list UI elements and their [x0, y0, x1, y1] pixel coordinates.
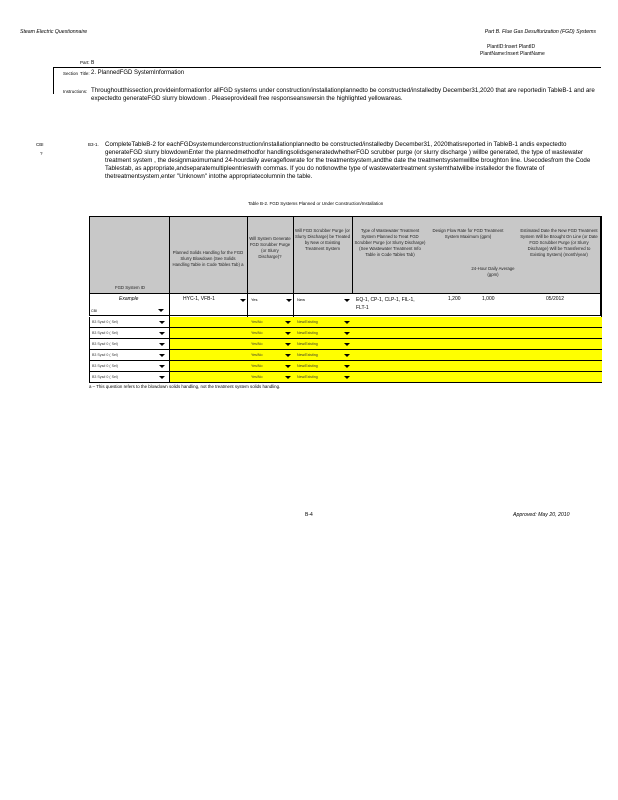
questionnaire-title: Steam Electric Questionnaire: [20, 29, 88, 35]
treatment-details-input[interactable]: [353, 361, 602, 371]
section-title: 2. PlannedFGD SystemInformation: [91, 70, 185, 76]
plant-id: [487, 44, 535, 50]
example-avg: 1,000: [482, 296, 495, 302]
chevron-down-icon[interactable]: [159, 354, 165, 357]
generate-purge-value: Yes/No: [251, 320, 263, 324]
treated-by-select[interactable]: [294, 328, 353, 338]
solids-handling-input[interactable]: [170, 361, 248, 371]
table-row: [89, 372, 601, 383]
col-header-date: Estimated Date the New FGD Treatment System Will be Brought On Line (or Date FGD Scrubber Purge (or Slurry Discharge) Will be Transferred to Existing System) (month/year): [520, 228, 598, 257]
col-header-avg-flow: 24-Hour Daily Average (gpm): [471, 266, 515, 277]
system-id-select[interactable]: [90, 328, 170, 337]
chevron-down-icon[interactable]: [344, 354, 350, 357]
system-id-select[interactable]: [90, 339, 170, 348]
treatment-details-input[interactable]: [353, 339, 602, 349]
chevron-down-icon[interactable]: [344, 299, 350, 302]
chevron-down-icon[interactable]: [285, 376, 291, 379]
generate-purge-select[interactable]: [248, 372, 294, 382]
solids-handling-input[interactable]: [170, 372, 248, 382]
generate-purge-select[interactable]: [248, 317, 294, 327]
chevron-down-icon[interactable]: [159, 332, 165, 335]
system-id-value: B3 Sys# 0 ( Sel): [92, 375, 118, 379]
chevron-down-icon[interactable]: [285, 365, 291, 368]
generate-purge-value: Yes/No: [251, 375, 263, 379]
table-row: [89, 317, 601, 328]
col-sep: [352, 216, 353, 294]
example-type: EQ-1, CP-1, CLP-1, FIL-1, FLT-1: [356, 297, 415, 311]
generate-purge-value: Yes/No: [251, 331, 263, 335]
generate-purge-select[interactable]: [248, 328, 294, 338]
system-id-select[interactable]: [90, 350, 170, 359]
chevron-down-icon[interactable]: [159, 321, 165, 324]
chevron-down-icon[interactable]: [159, 365, 165, 368]
page-number: B-4: [305, 512, 313, 518]
solids-handling-input[interactable]: [170, 328, 248, 338]
question-text: CompleteTableB-2 for eachFGDsystemunderconstruction/installationplannedto be constructed/installedby December31, 2020thatisreported in TableB-1 andis expectedto generateFGD slurry blowdownEnter the plannedmethodfor handlingsolidsgeneratedwhetherFGD scrubber purge (or slurry discharge ) willbe generated, the type of wastewater treatment system , the designmaximumand 24-hourdaily averageflowrate for the treatmentsystem,andthe date the treatmentsystemwillbe broughton line. Usecodesfrom the Code Tablestab, as appropriate,andseparatemultipleentrieswith commas. If you do notknowthe type of wastewatertreatment systemthatwillbe installedor the flowrate of thetreatmentsystem,enter "Unknown" intothe appropriatecolumnin the table.: [105, 141, 591, 180]
system-id-value: B3 Sys# 0 ( Sel): [92, 331, 118, 335]
generate-purge-select[interactable]: [248, 350, 294, 360]
table-row: [89, 328, 601, 339]
plant-id-label: PlantID:: [487, 44, 505, 50]
chevron-down-icon[interactable]: [285, 343, 291, 346]
solids-handling-input[interactable]: [170, 317, 248, 327]
treated-by-select[interactable]: [294, 317, 353, 327]
treatment-details-input[interactable]: [353, 317, 602, 327]
example-solids: HYC-1, VFB-1: [183, 296, 215, 302]
chevron-down-icon[interactable]: [344, 376, 350, 379]
table-caption: Table B-2. FGD Systems Planned or Under Construction/Installation: [248, 201, 384, 206]
table-row: [89, 350, 601, 361]
part-value: B: [91, 60, 95, 66]
system-id-select[interactable]: [90, 317, 170, 326]
solids-handling-input[interactable]: [170, 350, 248, 360]
part-title: Part B. Flue Gas Desulfurization (FGD) Systems: [484, 29, 596, 35]
example-generate: Yes: [251, 297, 258, 302]
treated-by-select[interactable]: [294, 361, 353, 371]
example-label: Example: [119, 296, 139, 302]
cbi-label: CBI: [36, 142, 44, 147]
chevron-down-icon[interactable]: [159, 343, 165, 346]
col-header-max-flow: Design Flow Rate for FGD Treatment System Maximum (gpm): [432, 228, 504, 239]
treated-by-value: New/Existing: [297, 375, 318, 379]
treated-by-value: New/Existing: [297, 353, 318, 357]
chevron-down-icon[interactable]: [285, 332, 291, 335]
chevron-down-icon[interactable]: [344, 332, 350, 335]
cbi-checkbox[interactable]: ?: [40, 151, 43, 156]
example-row: [89, 294, 601, 316]
treated-by-select[interactable]: [294, 350, 353, 360]
treatment-details-input[interactable]: [353, 328, 602, 338]
question-number: B3-1.: [88, 142, 99, 147]
generate-purge-select[interactable]: [248, 361, 294, 371]
instructions-label: Instructions:: [63, 89, 88, 94]
approved-date: Approved: May 20, 2010: [513, 512, 570, 518]
chevron-down-icon[interactable]: [344, 343, 350, 346]
treatment-details-input[interactable]: [353, 372, 602, 382]
title-label: Title:: [80, 71, 90, 76]
section-top-rule: [53, 67, 601, 68]
system-id-value: B3 Sys# 0 ( Sel): [92, 353, 118, 357]
col-header-treated-by: Will FGD Scrubber Purge (or Slurry Discharge) be Treated by New or Existing Treatment System: [295, 228, 350, 251]
chevron-down-icon[interactable]: [286, 299, 292, 302]
cbi-row-label: CBI: [91, 309, 97, 313]
treatment-details-input[interactable]: [353, 350, 602, 360]
system-id-value: B3 Sys# 0 ( Sel): [92, 320, 118, 324]
chevron-down-icon[interactable]: [344, 365, 350, 368]
example-max: 1,200: [448, 296, 461, 302]
treated-by-value: New/Existing: [297, 320, 318, 324]
instructions-text: Throughoutthissection,provideinformationfor allFGD systems under construction/installationplannedto be constructed/installedby December31,2020 that are reportedin TableB-1 and are expectedto generateFGD slurry blowdown . Pleaseprovideall free responseanswersin the highlighted yellowareas.: [91, 87, 595, 102]
system-id-value: B3 Sys# 0 ( Sel): [92, 342, 118, 346]
section-label: Section: [63, 71, 79, 76]
plant-id-value[interactable]: Insert PlantID: [504, 44, 536, 50]
col-header-generate: Will System Generate FGD Scrubber Purge (or Slurry Discharge)?: [249, 236, 291, 259]
generate-purge-select[interactable]: [248, 339, 294, 349]
chevron-down-icon[interactable]: [240, 299, 246, 302]
treated-by-value: New/Existing: [297, 364, 318, 368]
generate-purge-value: Yes/No: [251, 342, 263, 346]
treated-by-select[interactable]: [294, 372, 353, 382]
part-label: Part:: [80, 60, 90, 65]
col-header-system-id: FGD System ID: [114, 285, 146, 290]
solids-handling-input[interactable]: [170, 339, 248, 349]
section-left-rule: [53, 68, 54, 94]
example-date: 05/2012: [546, 296, 565, 302]
chevron-down-icon[interactable]: [344, 321, 350, 324]
generate-purge-value: Yes/No: [251, 364, 263, 368]
chevron-down-icon[interactable]: [158, 309, 164, 312]
system-id-select[interactable]: [90, 372, 170, 381]
treated-by-value: New/Existing: [297, 331, 318, 335]
system-id-select[interactable]: [90, 361, 170, 370]
treated-by-value: New/Existing: [297, 342, 318, 346]
chevron-down-icon[interactable]: [159, 376, 165, 379]
treated-by-select[interactable]: [294, 339, 353, 349]
chevron-down-icon[interactable]: [285, 354, 291, 357]
plant-name-value[interactable]: Insert PlantName: [506, 51, 545, 57]
generate-purge-value: Yes/No: [251, 353, 263, 357]
system-id-value: B3 Sys# 0 ( Sel): [92, 364, 118, 368]
plant-name-label: PlantName:: [480, 51, 507, 57]
example-treated-by: New: [297, 297, 306, 302]
col-header-solids: Planned Solids Handling for the FGD Slurry Blowdown (See Solids Handling Table in Code Tables Tab) a: [172, 250, 244, 267]
plant-name: [480, 51, 545, 57]
table-row: [89, 361, 601, 372]
table-row: [89, 339, 601, 350]
col-header-type: Type of Wastewater Treatment System Planned to Treat FGD Scrubber Purge (or Slurry Discharge) (See Wastewater Treatment Info Table in Code Tables Tab): [354, 228, 426, 257]
chevron-down-icon[interactable]: [285, 321, 291, 324]
table-footnote: a – This question refers to the blowdown solids handling, not the treatment system solids handling.: [89, 384, 281, 389]
